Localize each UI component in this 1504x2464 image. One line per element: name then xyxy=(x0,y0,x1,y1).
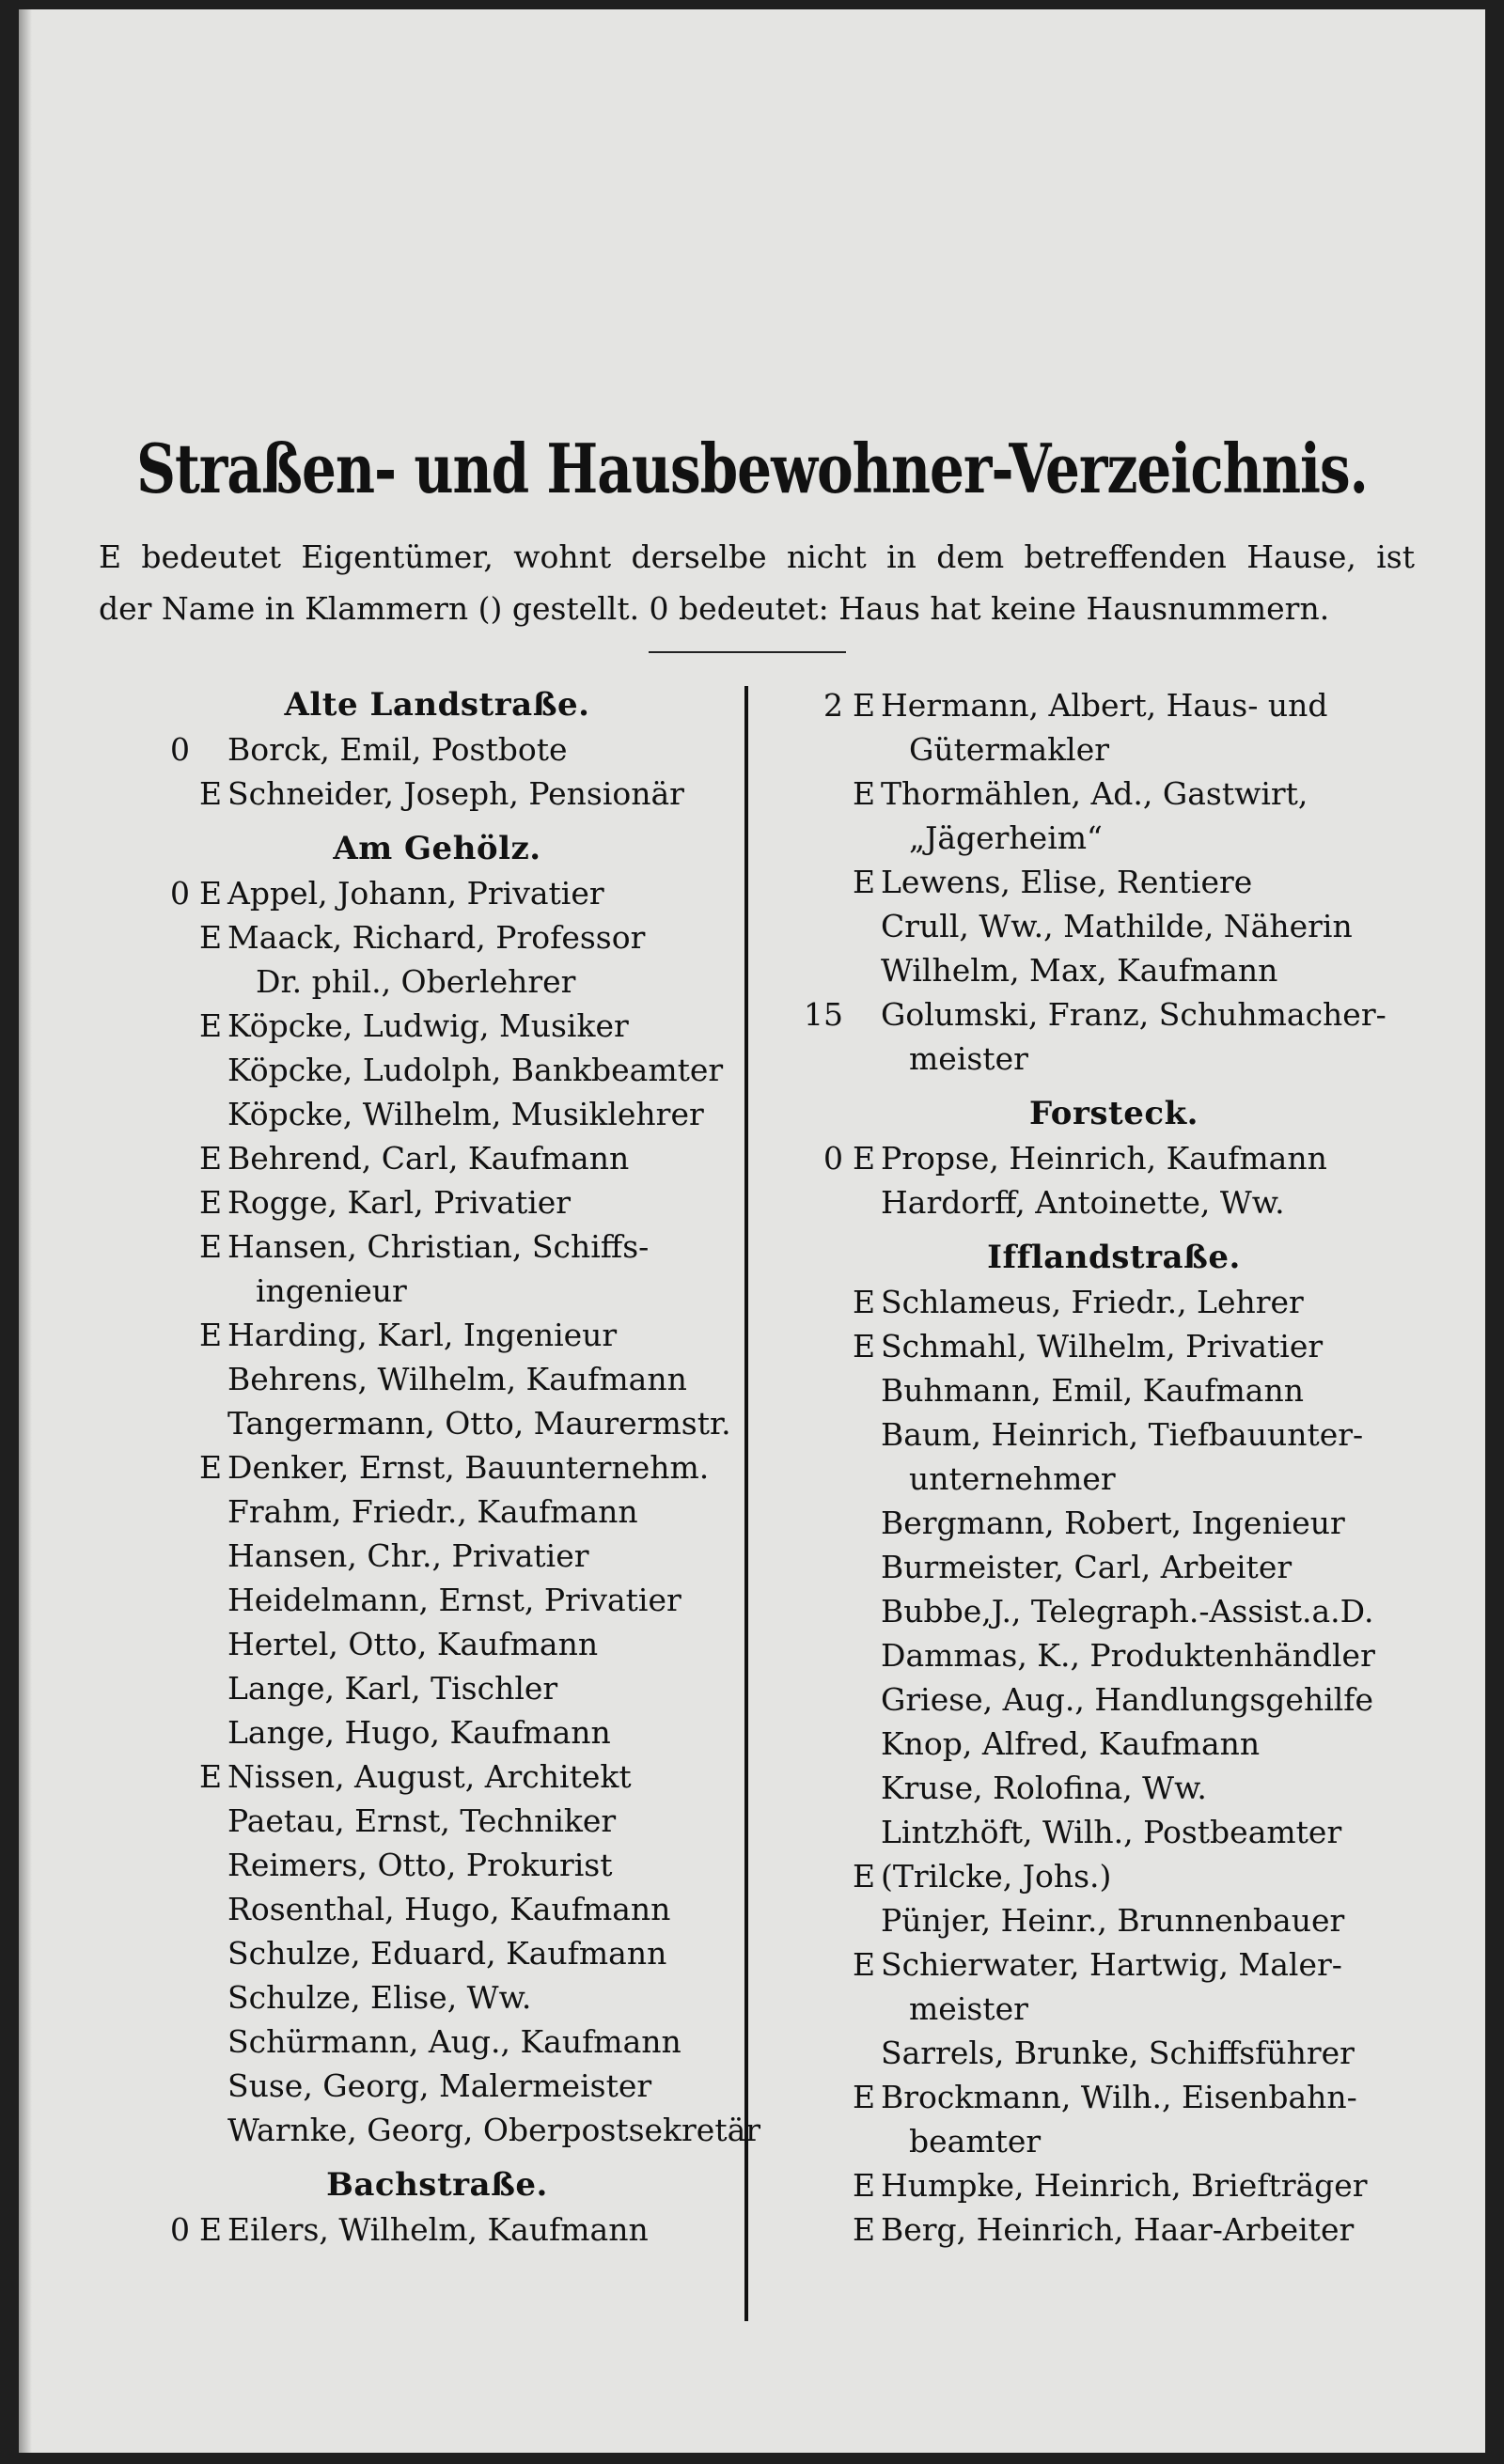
resident-entry xyxy=(804,772,1424,816)
resident-text: Thormählen, Ad., Gastwirt, xyxy=(881,775,1308,812)
resident-text: Lange, Hugo, Kaufmann xyxy=(227,1714,611,1751)
resident-text: Burmeister, Carl, Arbeiter xyxy=(881,1549,1292,1585)
house-number: 0 xyxy=(170,2211,190,2248)
resident-entry xyxy=(804,1898,1424,1942)
entry-continuation: unternehmer xyxy=(909,1460,1116,1497)
entry-continuation: beamter xyxy=(909,2123,1042,2160)
intro-legend xyxy=(99,531,1415,634)
resident-text: Schierwater, Hartwig, Maler- xyxy=(881,1946,1342,1983)
owner-mark: E xyxy=(853,687,876,724)
owner-mark: E xyxy=(199,1140,223,1177)
entry-continuation: ingenieur xyxy=(256,1272,407,1309)
resident-entry xyxy=(804,1545,1424,1589)
resident-text: Nissen, August, Architekt xyxy=(227,1758,632,1795)
resident-text: Hertel, Otto, Kaufmann xyxy=(227,1626,599,1662)
owner-mark: E xyxy=(853,2167,876,2204)
resident-entry xyxy=(150,1489,724,1534)
resident-entry xyxy=(804,1136,1424,1180)
resident-entry xyxy=(150,1975,724,2020)
left-column xyxy=(150,683,761,2252)
resident-entry xyxy=(150,1180,724,1224)
resident-text: Schlameus, Friedr., Lehrer xyxy=(881,1284,1304,1320)
resident-text: Lewens, Elise, Rentiere xyxy=(881,864,1253,900)
resident-entry xyxy=(150,1710,724,1754)
house-number: 15 xyxy=(804,996,843,1033)
resident-text: Bubbe,J., Telegraph.-Assist.a.D. xyxy=(881,1593,1374,1630)
resident-text: Tangermann, Otto, Maurermstr. xyxy=(227,1405,731,1442)
resident-entry xyxy=(804,1942,1424,1987)
resident-text: Behrens, Wilhelm, Kaufmann xyxy=(227,1361,687,1397)
resident-text: Kruse, Rolofina, Ww. xyxy=(881,1770,1207,1806)
owner-mark: E xyxy=(199,919,223,956)
resident-entry xyxy=(804,1501,1424,1545)
resident-text: Warnke, Georg, Oberpostsekretär xyxy=(227,2112,761,2148)
owner-mark: E xyxy=(199,1228,223,1265)
resident-text: Sarrels, Brunke, Schiffsführer xyxy=(881,2035,1355,2071)
resident-entry xyxy=(150,1887,724,1931)
resident-entry xyxy=(804,904,1424,948)
document-page xyxy=(19,9,1485,2453)
owner-mark: E xyxy=(199,1449,223,1486)
street-heading: Alte Landstraße. xyxy=(284,686,590,724)
resident-text: Schulze, Eduard, Kaufmann xyxy=(227,1935,667,1972)
entry-continuation: Dr. phil., Oberlehrer xyxy=(256,963,576,1000)
resident-entry xyxy=(804,1722,1424,1766)
resident-entry xyxy=(150,1622,724,1666)
resident-entry xyxy=(150,727,724,772)
resident-text: Behrend, Carl, Kaufmann xyxy=(227,1140,630,1177)
street-heading: Am Gehölz. xyxy=(333,830,541,867)
resident-text: Lange, Karl, Tischler xyxy=(227,1670,558,1707)
resident-entry xyxy=(150,2108,761,2152)
resident-text: Brockmann, Wilh., Eisenbahn- xyxy=(881,2079,1357,2115)
resident-text: Appel, Johann, Privatier xyxy=(227,875,604,912)
resident-entry xyxy=(804,2031,1424,2075)
column-divider xyxy=(744,686,748,2321)
resident-entry xyxy=(804,1180,1424,1224)
resident-text: Bergmann, Robert, Ingenieur xyxy=(881,1505,1345,1541)
owner-mark: E xyxy=(199,775,223,812)
page-title: Straßen- und Hausbewohner-Verzeichnis. xyxy=(136,429,1368,509)
resident-entry xyxy=(150,1578,724,1622)
resident-text: Humpke, Heinrich, Briefträger xyxy=(881,2167,1368,2204)
entry-continuation: meister xyxy=(909,1990,1028,2027)
resident-entry xyxy=(804,1810,1424,1854)
separator-rule xyxy=(649,651,846,653)
owner-mark: E xyxy=(853,1140,876,1177)
resident-entry xyxy=(804,948,1424,992)
resident-entry xyxy=(150,1799,724,1843)
resident-entry xyxy=(804,1766,1424,1810)
resident-entry xyxy=(150,1534,724,1578)
resident-text: Maack, Richard, Professor xyxy=(227,919,646,956)
resident-text: Dammas, K., Produktenhändler xyxy=(881,1637,1375,1674)
resident-entry xyxy=(150,915,724,959)
right-column xyxy=(804,683,1424,2252)
house-number: 0 xyxy=(170,875,190,912)
resident-text: Baum, Heinrich, Tiefbauunter- xyxy=(881,1416,1364,1453)
resident-entry xyxy=(150,1048,724,1092)
resident-text: Griese, Aug., Handlungsgehilfe xyxy=(881,1681,1374,1718)
resident-entry xyxy=(150,1092,724,1136)
resident-entry xyxy=(804,1280,1424,1324)
house-number: 2 xyxy=(823,687,843,724)
entry-continuation: „Jägerheim“ xyxy=(909,819,1103,856)
owner-mark: E xyxy=(199,1317,223,1353)
resident-text: (Trilcke, Johs.) xyxy=(881,1858,1112,1895)
resident-entry xyxy=(150,1666,724,1710)
resident-entry xyxy=(804,1368,1424,1412)
resident-entry xyxy=(150,1931,724,1975)
house-number: 0 xyxy=(823,1140,843,1177)
resident-entry xyxy=(150,871,724,915)
resident-entry xyxy=(804,1677,1424,1722)
resident-entry xyxy=(150,1224,724,1269)
resident-text: Eilers, Wilhelm, Kaufmann xyxy=(227,2211,649,2248)
owner-mark: E xyxy=(853,1328,876,1365)
resident-text: Reimers, Otto, Prokurist xyxy=(227,1847,613,1883)
resident-text: Golumski, Franz, Schuhmacher- xyxy=(881,996,1386,1033)
owner-mark: E xyxy=(199,1007,223,1044)
resident-text: Berg, Heinrich, Haar-Arbeiter xyxy=(881,2211,1355,2248)
resident-entry xyxy=(804,860,1424,904)
resident-entry xyxy=(804,1854,1424,1898)
resident-entry xyxy=(804,683,1424,727)
resident-text: Wilhelm, Max, Kaufmann xyxy=(881,952,1278,989)
house-number: 0 xyxy=(170,731,190,768)
resident-text: Rosenthal, Hugo, Kaufmann xyxy=(227,1891,671,1927)
page-edge-shadow xyxy=(19,9,32,2453)
resident-text: Propse, Heinrich, Kaufmann xyxy=(881,1140,1327,1177)
resident-entry xyxy=(150,1445,724,1489)
resident-entry xyxy=(150,1313,724,1357)
owner-mark: E xyxy=(853,1858,876,1895)
resident-text: Hansen, Chr., Privatier xyxy=(227,1537,589,1574)
resident-entry xyxy=(804,1589,1424,1633)
resident-text: Pünjer, Heinr., Brunnenbauer xyxy=(881,1902,1345,1939)
resident-text: Lintzhöft, Wilh., Postbeamter xyxy=(881,1814,1342,1850)
street-heading: Bachstraße. xyxy=(326,2166,548,2204)
resident-entry xyxy=(150,2207,724,2252)
intro-line-1: E bedeutet Eigentümer, wohnt derselbe nicht in dem betreffenden Hause, ist xyxy=(99,538,1415,575)
owner-mark: E xyxy=(199,2211,223,2248)
owner-mark: E xyxy=(853,864,876,900)
owner-mark: E xyxy=(199,1184,223,1221)
owner-mark: E xyxy=(199,1758,223,1795)
resident-text: Köpcke, Ludwig, Musiker xyxy=(227,1007,629,1044)
resident-entry xyxy=(150,2020,724,2064)
resident-entry xyxy=(804,2075,1424,2119)
owner-mark: E xyxy=(853,1946,876,1983)
resident-entry xyxy=(150,1754,724,1799)
resident-text: Paetau, Ernst, Techniker xyxy=(227,1802,617,1839)
resident-text: Hardorff, Antoinette, Ww. xyxy=(881,1184,1285,1221)
resident-text: Rogge, Karl, Privatier xyxy=(227,1184,572,1221)
resident-entry xyxy=(804,2207,1424,2252)
resident-entry xyxy=(150,1357,724,1401)
intro-line-2: der Name in Klammern () gestellt. 0 bedeutet: Haus hat keine Hausnummern. xyxy=(99,590,1330,627)
entry-continuation: meister xyxy=(909,1040,1028,1077)
owner-mark: E xyxy=(853,775,876,812)
resident-entry xyxy=(804,2163,1424,2207)
resident-text: Buhmann, Emil, Kaufmann xyxy=(881,1372,1304,1409)
owner-mark: E xyxy=(853,1284,876,1320)
resident-text: Heidelmann, Ernst, Privatier xyxy=(227,1582,682,1618)
street-heading: Forsteck. xyxy=(1029,1095,1198,1132)
resident-entry xyxy=(804,1633,1424,1677)
street-heading: Ifflandstraße. xyxy=(987,1239,1241,1276)
resident-text: Köpcke, Ludolph, Bankbeamter xyxy=(227,1052,724,1088)
resident-entry xyxy=(804,1324,1424,1368)
resident-text: Crull, Ww., Mathilde, Näherin xyxy=(881,908,1353,944)
resident-entry xyxy=(150,2064,724,2108)
resident-text: Hansen, Christian, Schiffs- xyxy=(227,1228,650,1265)
resident-text: Harding, Karl, Ingenieur xyxy=(227,1317,618,1353)
resident-text: Schulze, Elise, Ww. xyxy=(227,1979,532,2016)
owner-mark: E xyxy=(199,875,223,912)
resident-entry xyxy=(150,1401,731,1445)
entry-continuation: Gütermakler xyxy=(909,731,1110,768)
resident-entry xyxy=(150,772,724,816)
resident-text: Knop, Alfred, Kaufmann xyxy=(881,1725,1261,1762)
resident-entry xyxy=(150,1004,724,1048)
resident-text: Schneider, Joseph, Pensionär xyxy=(227,775,684,812)
resident-text: Denker, Ernst, Bauunternehm. xyxy=(227,1449,710,1486)
resident-entry xyxy=(804,992,1424,1037)
resident-entry xyxy=(804,1412,1424,1457)
resident-entry xyxy=(150,1136,724,1180)
owner-mark: E xyxy=(853,2211,876,2248)
resident-entry xyxy=(150,1843,724,1887)
resident-text: Frahm, Friedr., Kaufmann xyxy=(227,1493,638,1530)
resident-text: Schürmann, Aug., Kaufmann xyxy=(227,2023,682,2060)
resident-text: Borck, Emil, Postbote xyxy=(227,731,568,768)
resident-text: Köpcke, Wilhelm, Musiklehrer xyxy=(227,1096,704,1132)
resident-text: Hermann, Albert, Haus- und xyxy=(881,687,1328,724)
resident-text: Suse, Georg, Malermeister xyxy=(227,2067,652,2104)
owner-mark: E xyxy=(853,2079,876,2115)
resident-text: Schmahl, Wilhelm, Privatier xyxy=(881,1328,1324,1365)
